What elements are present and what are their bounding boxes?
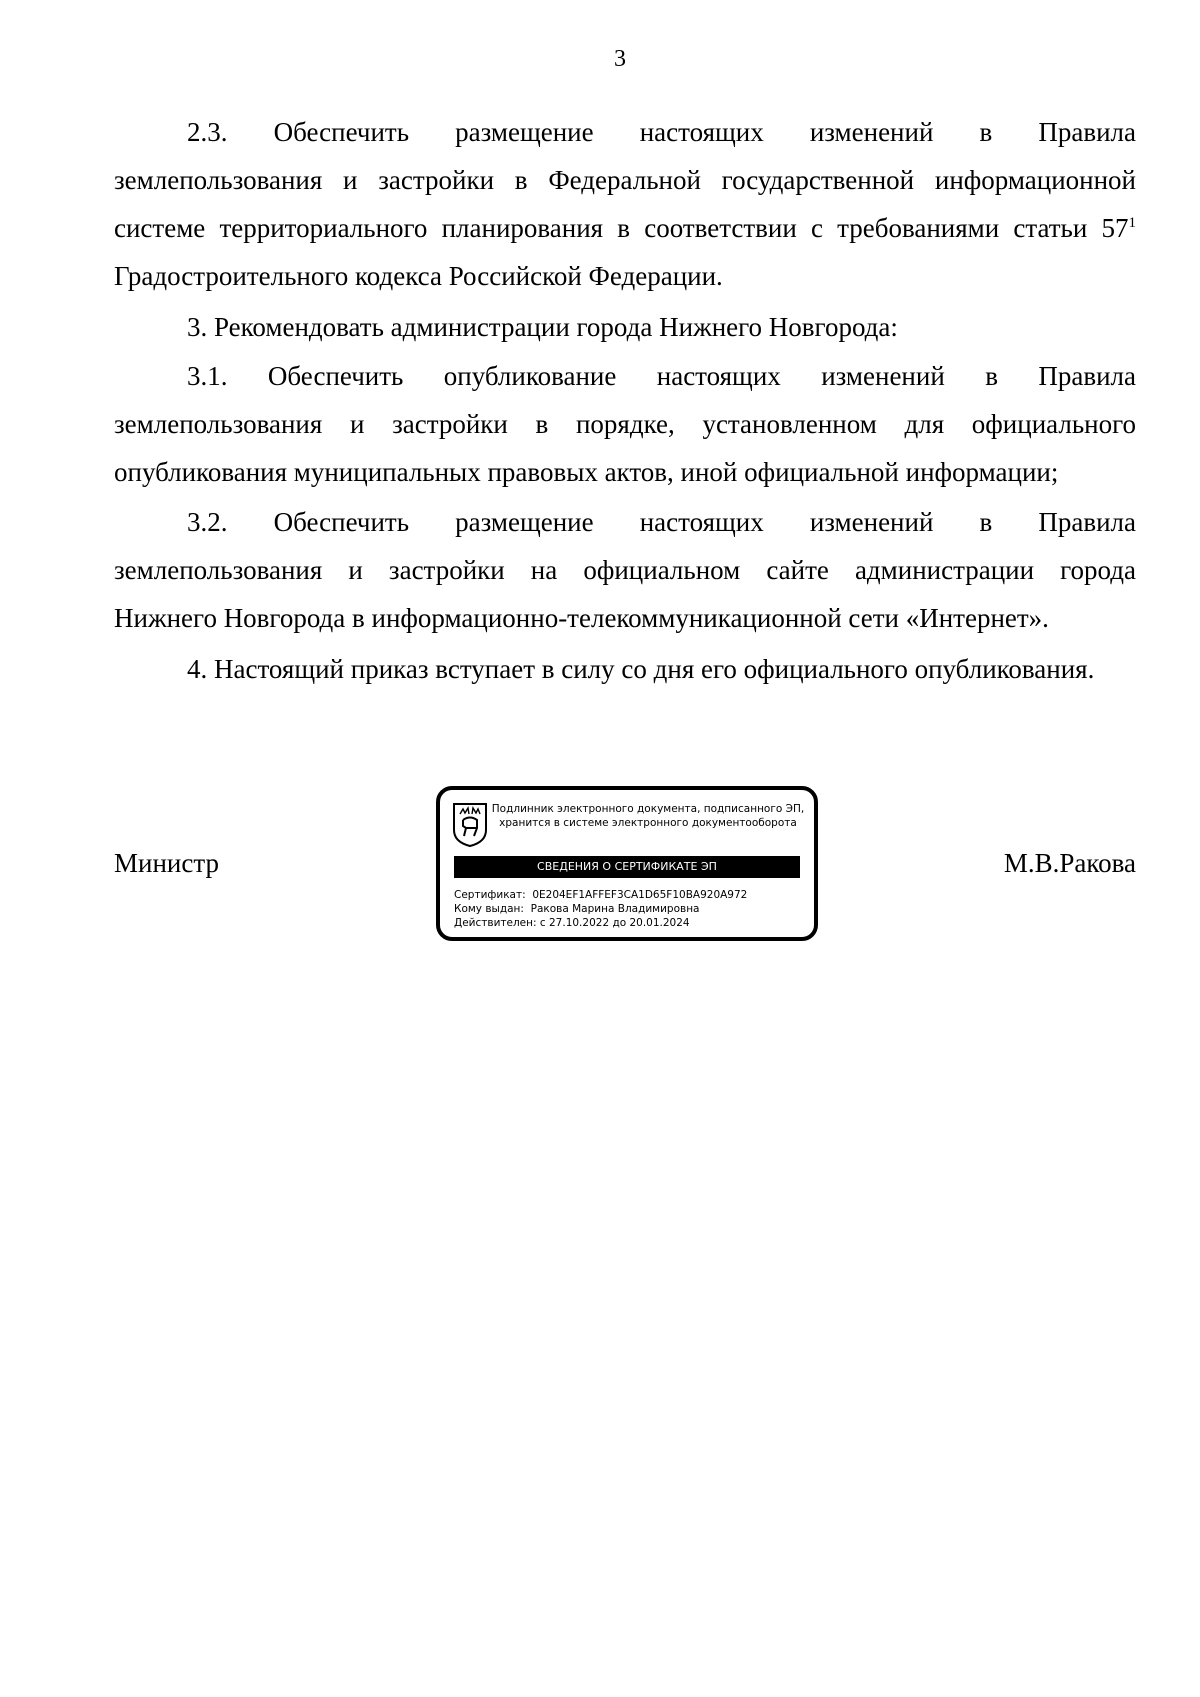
stamp-header [488,802,808,830]
paragraph-line: опубликования муниципальных правовых актов, иной официальной информации; [114,457,1059,487]
coat-of-arms-icon [452,802,488,848]
paragraph-2-3 [114,108,1136,300]
paragraph-line: Нижнего Новгорода в информационно-телекоммуникационной сети «Интернет». [114,603,1049,633]
paragraph-line: 3.2. Обеспечить размещение настоящих изменений в Правила [187,507,1136,537]
paragraph-4: 4. Настоящий приказ вступает в силу со дня его официального опубликования. [187,654,1095,684]
paragraph-line: землепользования и застройки на официальном сайте администрации города [114,555,1136,585]
page-number: 3 [614,46,626,72]
paragraph-line [114,204,1136,252]
stamp-title-bar: СВЕДЕНИЯ О СЕРТИФИКАТЕ ЭП [454,856,800,878]
paragraph-3-2 [114,498,1136,642]
paragraph-3-1 [114,352,1136,496]
certificate-label: Сертификат: [454,889,526,901]
paragraph-line: Градостроительного кодекса Российской Федерации. [114,261,723,291]
paragraph-line: землепользования и застройки в порядке, установленном для официального [114,409,1136,439]
paragraph-line-text: системе территориального планирования в соответствии с требованиями статьи 57 [114,213,1129,243]
issued-to-value: Ракова Марина Владимировна [530,903,700,915]
paragraph-line: 2.3. Обеспечить размещение настоящих изменений в Правила [187,117,1136,147]
stamp-header-line: хранится в системе электронного документооборота [499,817,797,829]
stamp-details [454,888,747,930]
stamp-header-line: Подлинник электронного документа, подписанного ЭП, [491,803,805,815]
electronic-signature-stamp [436,786,818,941]
validity-value: с 27.10.2022 до 20.01.2024 [539,917,690,929]
superscript-1: 1 [1128,215,1136,231]
paragraph-line: землепользования и застройки в Федеральной государственной информационной [114,165,1136,195]
signer-name: М.В.Ракова [1003,848,1136,878]
certificate-row [454,888,747,902]
certificate-value: 0E204EF1AFFEF3CA1D65F10BA920A972 [532,889,748,901]
issued-to-row [454,902,747,916]
validity-label: Действителен: [454,917,537,929]
validity-row [454,916,747,930]
signer-position: Министр [114,848,219,878]
issued-to-label: Кому выдан: [454,903,524,915]
paragraph-line: 3.1. Обеспечить опубликование настоящих изменений в Правила [187,361,1136,391]
paragraph-3: 3. Рекомендовать администрации города Нижнего Новгорода: [187,312,898,342]
